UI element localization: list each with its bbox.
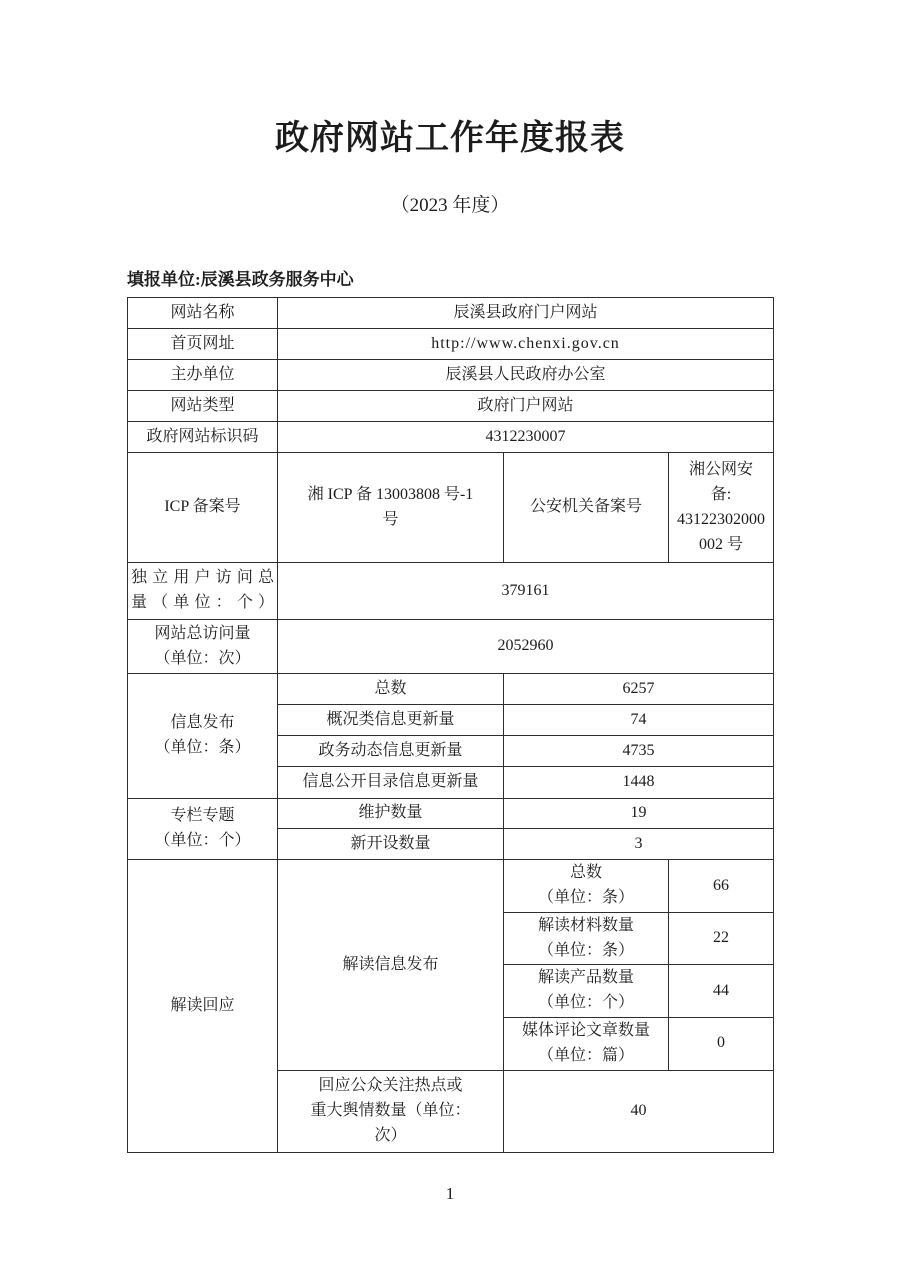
interpretation-material-value-cell: 22 xyxy=(669,912,774,965)
site-type-label-cell: 网站类型 xyxy=(128,391,278,422)
total-visits-value-cell: 2052960 xyxy=(278,620,774,674)
police-filing-label-cell: 公安机关备案号 xyxy=(504,453,669,563)
site-name-label-cell: 网站名称 xyxy=(128,298,278,329)
special-topics-group-label-cell: 专栏专题 （单位：个） xyxy=(128,799,278,860)
table-row xyxy=(128,563,774,620)
interpretation-publish-label-cell: 解读信息发布 xyxy=(278,860,504,1070)
unique-visitors-value-cell: 379161 xyxy=(278,563,774,620)
info-publish-total-label-cell: 总数 xyxy=(278,674,504,705)
interpretation-product-value-cell: 44 xyxy=(669,965,774,1018)
info-publish-overview-value-cell: 74 xyxy=(504,705,774,736)
special-topics-new-label-cell: 新开设数量 xyxy=(278,829,504,860)
interpretation-total-value-cell: 66 xyxy=(669,860,774,913)
hotspot-response-label-cell: 回应公众关注热点或 重大舆情数量（单位： 次） xyxy=(278,1070,504,1152)
page-title: 政府网站工作年度报表 xyxy=(275,119,625,157)
info-publish-group-label-cell: 信息发布 （单位：条） xyxy=(128,674,278,799)
info-publish-dynamics-value-cell: 4735 xyxy=(504,736,774,767)
interpretation-total-label-cell: 总数 （单位：条） xyxy=(504,860,669,913)
homepage-url-value-cell: http://www.chenxi.gov.cn xyxy=(278,329,774,360)
info-publish-total-value-cell: 6257 xyxy=(504,674,774,705)
table-row xyxy=(128,453,774,563)
table-row xyxy=(128,391,774,422)
special-topics-maintained-value-cell: 19 xyxy=(504,799,774,829)
site-type-value-cell: 政府门户网站 xyxy=(278,391,774,422)
interpretation-media-label-cell: 媒体评论文章数量 （单位：篇） xyxy=(504,1018,669,1071)
table-row xyxy=(128,799,774,829)
reporting-unit-label: 填报单位:辰溪县政务服务中心 xyxy=(127,270,354,290)
info-publish-directory-value-cell: 1448 xyxy=(504,767,774,799)
table-row xyxy=(128,329,774,360)
site-id-value-cell: 4312230007 xyxy=(278,422,774,453)
total-visits-label-cell: 网站总访问量 （单位：次） xyxy=(128,620,278,674)
table-row xyxy=(128,620,774,674)
organizer-value-cell: 辰溪县人民政府办公室 xyxy=(278,360,774,391)
table-row xyxy=(128,674,774,705)
interpretation-material-label-cell: 解读材料数量 （单位：条） xyxy=(504,912,669,965)
table-row xyxy=(128,360,774,391)
hotspot-response-value-cell: 40 xyxy=(504,1070,774,1152)
table-row xyxy=(128,422,774,453)
info-publish-directory-label-cell: 信息公开目录信息更新量 xyxy=(278,767,504,799)
icp-value-cell: 湘 ICP 备 13003808 号-1 号 xyxy=(278,453,504,563)
page-number: 1 xyxy=(445,1184,455,1203)
homepage-url-label-cell: 首页网址 xyxy=(128,329,278,360)
interpretation-product-label-cell: 解读产品数量 （单位：个） xyxy=(504,965,669,1018)
icp-label-cell: ICP 备案号 xyxy=(128,453,278,563)
interpretation-group-label-cell: 解读回应 xyxy=(128,860,278,1152)
police-filing-value-cell: 湘公网安 备: 43122302000 002 号 xyxy=(669,453,774,563)
interpretation-media-value-cell: 0 xyxy=(669,1018,774,1071)
site-name-value-cell: 辰溪县政府门户网站 xyxy=(278,298,774,329)
table-row xyxy=(128,298,774,329)
special-topics-new-value-cell: 3 xyxy=(504,829,774,860)
info-publish-overview-label-cell: 概况类信息更新量 xyxy=(278,705,504,736)
organizer-label-cell: 主办单位 xyxy=(128,360,278,391)
annual-report-table xyxy=(127,297,774,1152)
site-id-label-cell: 政府网站标识码 xyxy=(128,422,278,453)
info-publish-dynamics-label-cell: 政务动态信息更新量 xyxy=(278,736,504,767)
unique-visitors-label-cell: 独立用户访问总 量（单位：个） xyxy=(128,563,278,620)
special-topics-maintained-label-cell: 维护数量 xyxy=(278,799,504,829)
table-row xyxy=(128,860,774,913)
page-subtitle: （2023 年度） xyxy=(390,194,510,216)
